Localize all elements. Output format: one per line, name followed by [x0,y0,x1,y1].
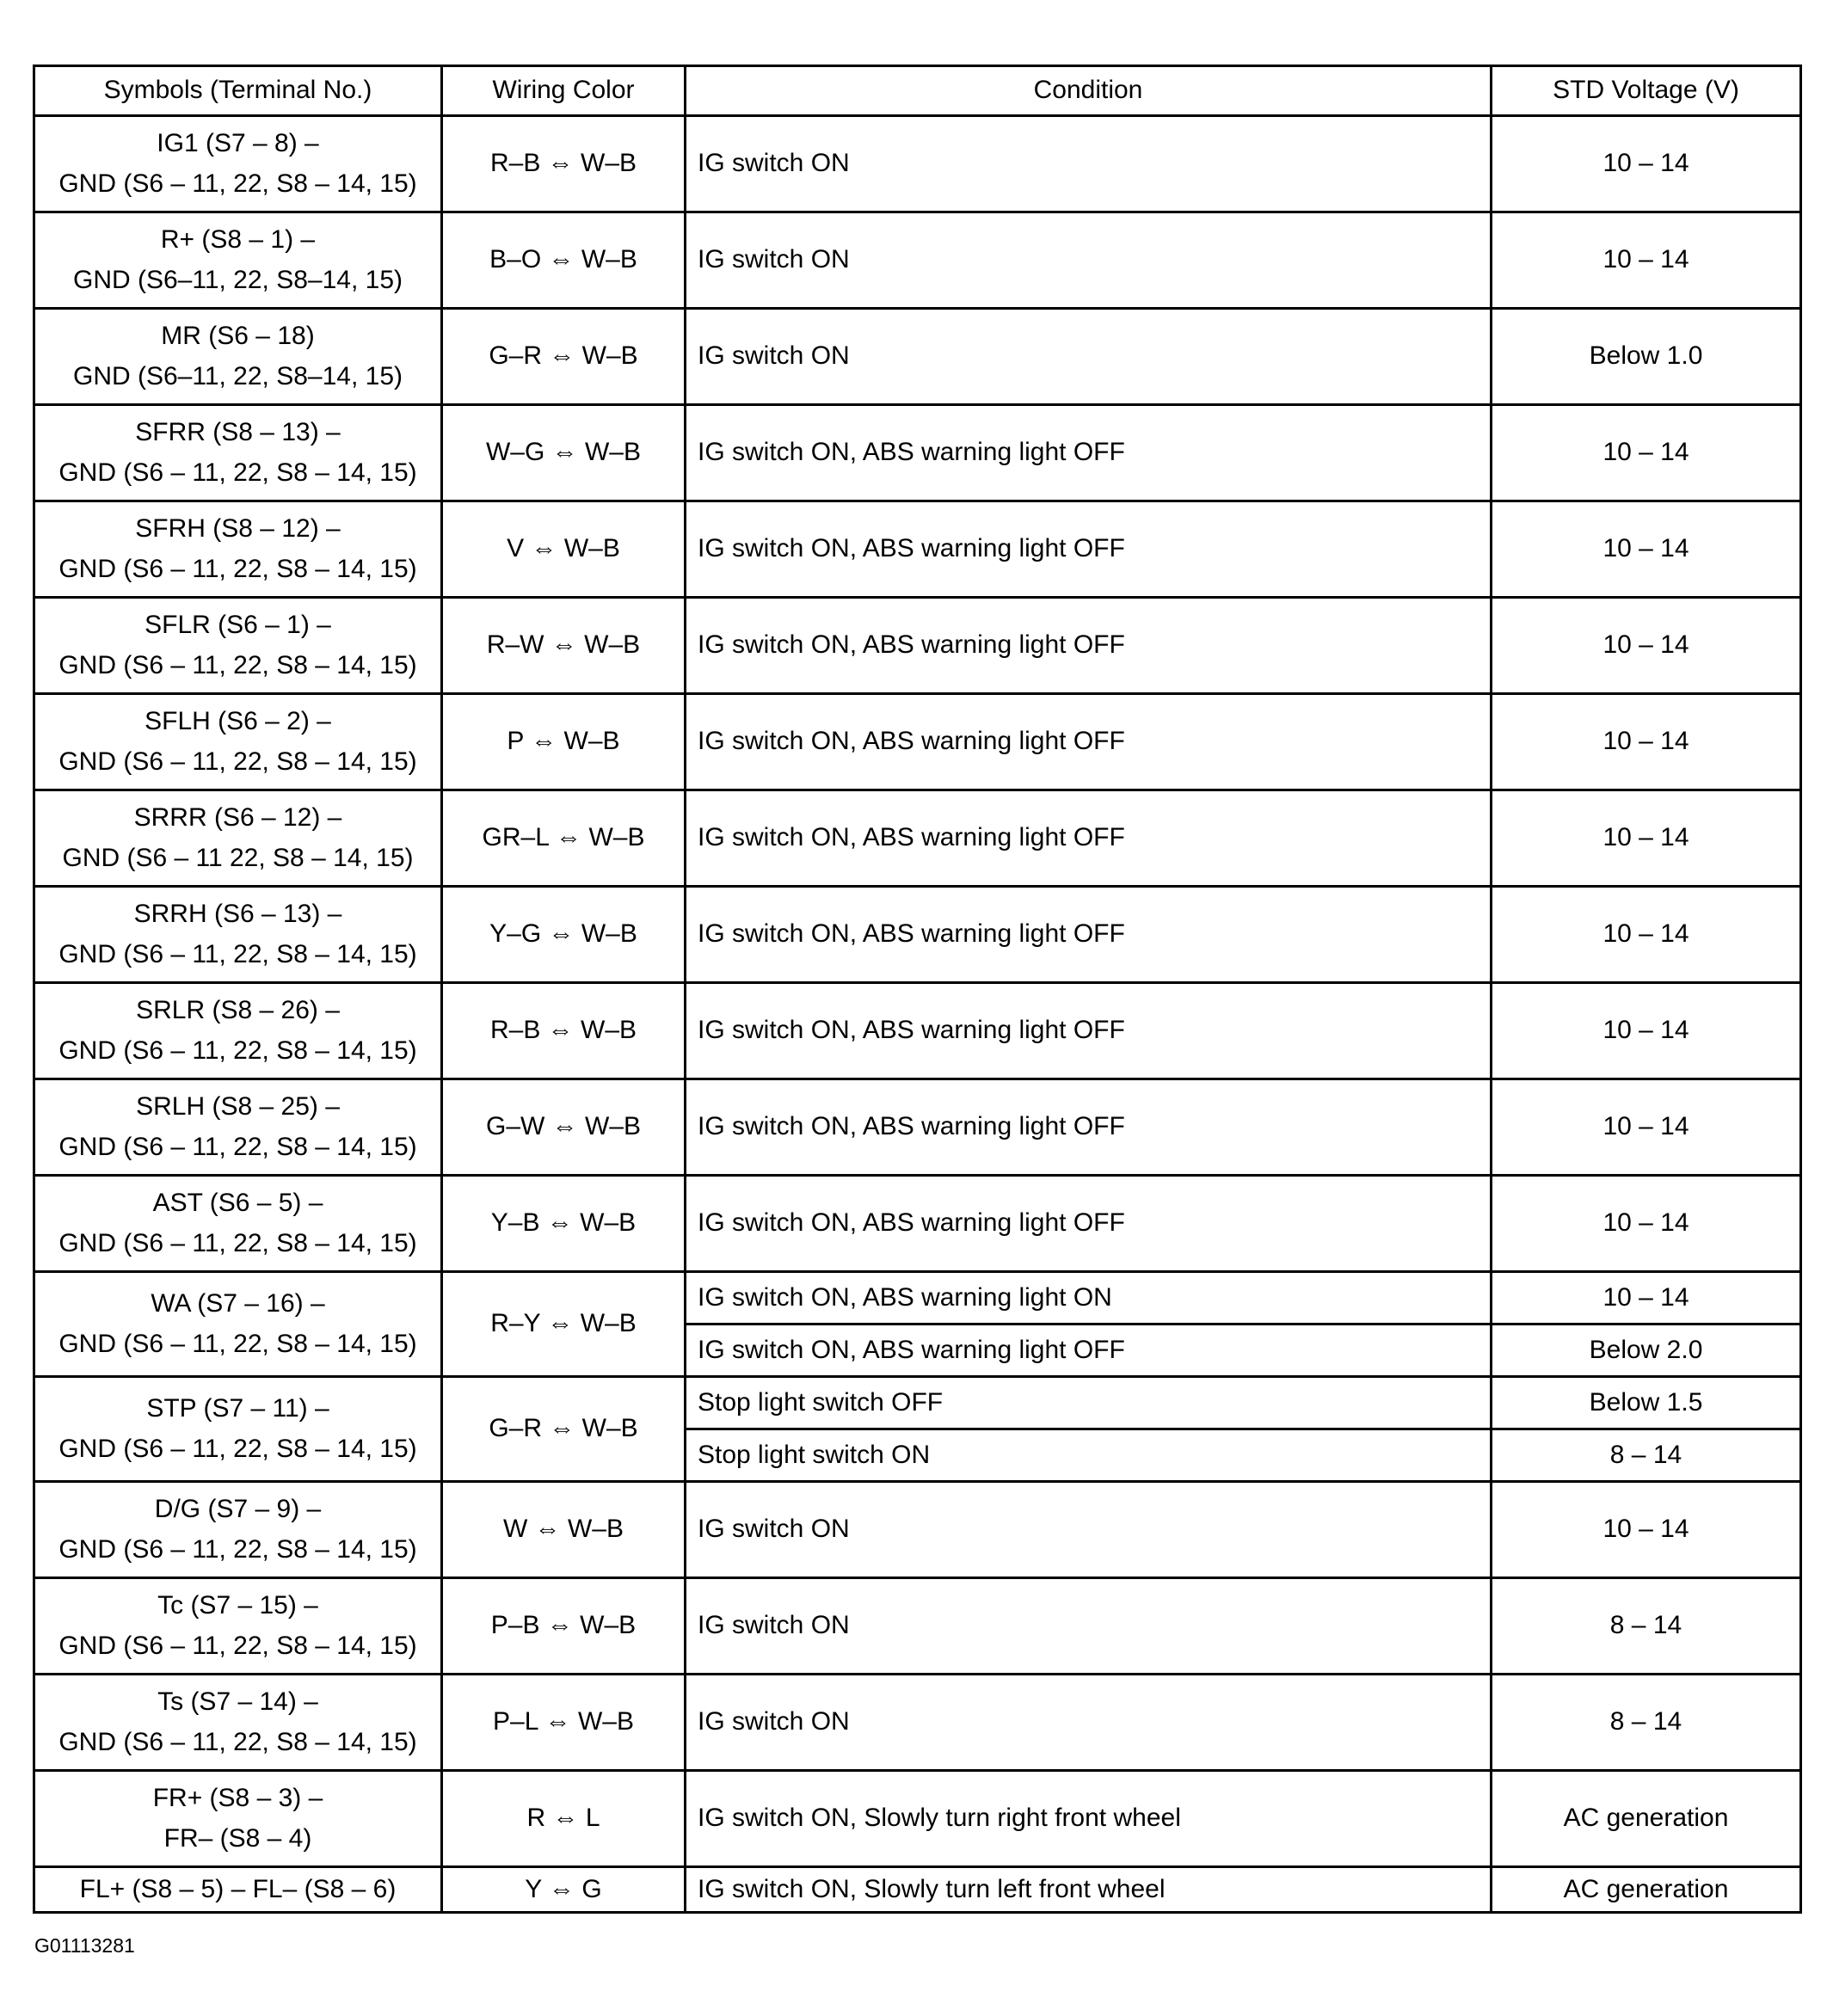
std-voltage-cell: 10 – 14 [1492,1176,1801,1272]
condition-cell: IG switch ON [686,309,1492,405]
voltage-spec-table [33,65,1802,1914]
std-voltage-cell: 10 – 14 [1492,694,1801,790]
condition-cell: IG switch ON, ABS warning light OFF [686,790,1492,887]
std-voltage-cell: 8 – 14 [1492,1429,1801,1482]
condition-cell: IG switch ON, ABS warning light OFF [686,887,1492,983]
symbol-line: GND (S6 – 11, 22, S8 – 14, 15) [58,1132,417,1161]
symbol-line: GND (S6–11, 22, S8–14, 15) [73,265,403,294]
condition-cell: IG switch ON [686,212,1492,309]
symbol-line: SFLR (S6 – 1) – [145,611,331,639]
table-row [34,1079,1801,1176]
symbol-line: SRLR (S8 – 26) – [136,996,340,1024]
condition-cell: IG switch ON, ABS warning light OFF [686,501,1492,598]
condition-cell: IG switch ON, ABS warning light ON [686,1272,1492,1325]
symbol-line: GND (S6 – 11, 22, S8 – 14, 15) [58,1434,417,1463]
symbol-line: GND (S6 – 11, 22, S8 – 14, 15) [58,939,417,968]
symbol-cell [34,1771,442,1867]
wiring-color-cell: Y ⇔ G [442,1867,686,1913]
wiring-color-cell: R–B ⇔ W–B [442,116,686,212]
wiring-color-cell: P–B ⇔ W–B [442,1578,686,1675]
symbol-line: FL+ (S8 – 5) – FL– (S8 – 6) [79,1874,397,1903]
symbol-cell [34,1176,442,1272]
symbol-line: GND (S6 – 11, 22, S8 – 14, 15) [58,169,417,198]
header-std-voltage: STD Voltage (V) [1492,66,1801,116]
condition-cell: IG switch ON [686,116,1492,212]
condition-cell: IG switch ON, ABS warning light OFF [686,694,1492,790]
symbol-line: Tc (S7 – 15) – [157,1591,318,1620]
symbol-line: WA (S7 – 16) – [151,1289,325,1318]
condition-cell: Stop light switch OFF [686,1377,1492,1429]
table-row [34,1482,1801,1578]
table-row [34,598,1801,694]
wiring-color-cell: B–O ⇔ W–B [442,212,686,309]
condition-cell: IG switch ON, ABS warning light OFF [686,983,1492,1079]
wiring-color-cell: G–W ⇔ W–B [442,1079,686,1176]
table-row [34,1176,1801,1272]
condition-cell: IG switch ON, ABS warning light OFF [686,1176,1492,1272]
symbol-line: AST (S6 – 5) – [152,1189,323,1217]
table-row [34,790,1801,887]
symbol-cell [34,1675,442,1771]
table-row [34,501,1801,598]
header-row [34,66,1801,116]
std-voltage-cell: Below 1.5 [1492,1377,1801,1429]
symbol-cell [34,1079,442,1176]
symbol-line: GND (S6 – 11, 22, S8 – 14, 15) [58,1534,417,1564]
wiring-color-cell: W ⇔ W–B [442,1482,686,1578]
symbol-cell [34,309,442,405]
symbol-line: GND (S6 – 11, 22, S8 – 14, 15) [58,1631,417,1660]
header-condition: Condition [686,66,1492,116]
figure-code: G01113281 [34,1934,135,1957]
std-voltage-cell: AC generation [1492,1867,1801,1913]
symbol-line: SFRH (S8 – 12) – [135,514,341,543]
std-voltage-cell: AC generation [1492,1771,1801,1867]
std-voltage-cell: 10 – 14 [1492,212,1801,309]
table-row [34,694,1801,790]
symbol-line: GND (S6 – 11, 22, S8 – 14, 15) [58,1036,417,1065]
std-voltage-cell: 10 – 14 [1492,501,1801,598]
symbol-cell [34,598,442,694]
wiring-color-cell: W–G ⇔ W–B [442,405,686,501]
std-voltage-cell: 10 – 14 [1492,983,1801,1079]
condition-cell: IG switch ON, ABS warning light OFF [686,598,1492,694]
symbol-line: Ts (S7 – 14) – [157,1687,318,1716]
symbol-line: GND (S6 – 11, 22, S8 – 14, 15) [58,554,417,583]
symbol-cell [34,501,442,598]
symbol-line: GND (S6 – 11, 22, S8 – 14, 15) [58,458,417,487]
symbol-line: IG1 (S7 – 8) – [157,129,319,157]
symbol-cell [34,1578,442,1675]
symbol-line: FR– (S8 – 4) [163,1823,312,1853]
wiring-color-cell: P–L ⇔ W–B [442,1675,686,1771]
std-voltage-cell: 10 – 14 [1492,116,1801,212]
symbol-cell [34,116,442,212]
symbol-line: STP (S7 – 11) – [146,1394,329,1423]
table-body [34,116,1801,1913]
std-voltage-cell: Below 1.0 [1492,309,1801,405]
symbol-line: GND (S6 – 11, 22, S8 – 14, 15) [58,1727,417,1756]
symbol-line: GND (S6–11, 22, S8–14, 15) [73,361,403,390]
std-voltage-cell: 8 – 14 [1492,1675,1801,1771]
condition-cell: Stop light switch ON [686,1429,1492,1482]
condition-cell: IG switch ON, Slowly turn left front wheel [686,1867,1492,1913]
std-voltage-cell: 10 – 14 [1492,887,1801,983]
table-row [34,1377,1801,1429]
wiring-color-cell: R–W ⇔ W–B [442,598,686,694]
symbol-line: GND (S6 – 11, 22, S8 – 14, 15) [58,1329,417,1358]
std-voltage-cell: Below 2.0 [1492,1325,1801,1377]
table-row [34,983,1801,1079]
wiring-color-cell: Y–G ⇔ W–B [442,887,686,983]
condition-cell: IG switch ON, ABS warning light OFF [686,405,1492,501]
symbol-line: GND (S6 – 11, 22, S8 – 14, 15) [58,1228,417,1257]
table-row [34,887,1801,983]
symbol-cell [34,983,442,1079]
symbol-line: SFRR (S8 – 13) – [135,418,341,446]
symbol-cell [34,1867,442,1913]
symbol-cell [34,694,442,790]
wiring-color-cell: P ⇔ W–B [442,694,686,790]
std-voltage-cell: 10 – 14 [1492,598,1801,694]
condition-cell: IG switch ON, ABS warning light OFF [686,1325,1492,1377]
symbol-cell [34,1377,442,1482]
symbol-line: GND (S6 – 11, 22, S8 – 14, 15) [58,650,417,679]
condition-cell: IG switch ON [686,1675,1492,1771]
symbol-line: SFLH (S6 – 2) – [145,707,331,735]
symbol-cell [34,790,442,887]
table-row [34,1867,1801,1913]
symbol-line: MR (S6 – 18) [161,322,315,350]
wiring-color-cell: G–R ⇔ W–B [442,1377,686,1482]
std-voltage-cell: 10 – 14 [1492,1272,1801,1325]
wiring-color-cell: G–R ⇔ W–B [442,309,686,405]
table-row [34,212,1801,309]
table-row [34,1578,1801,1675]
symbol-line: GND (S6 – 11, 22, S8 – 14, 15) [58,747,417,776]
std-voltage-cell: 10 – 14 [1492,405,1801,501]
symbol-cell [34,1482,442,1578]
symbol-line: SRRR (S6 – 12) – [133,803,342,832]
wiring-color-cell: Y–B ⇔ W–B [442,1176,686,1272]
wiring-color-cell: R–Y ⇔ W–B [442,1272,686,1377]
symbol-line: FR+ (S8 – 3) – [152,1784,323,1812]
condition-cell: IG switch ON, Slowly turn right front wheel [686,1771,1492,1867]
wiring-color-cell: GR–L ⇔ W–B [442,790,686,887]
table-row [34,1675,1801,1771]
wiring-color-cell: R–B ⇔ W–B [442,983,686,1079]
symbol-cell [34,887,442,983]
table-row [34,1771,1801,1867]
table-row [34,1272,1801,1325]
std-voltage-cell: 8 – 14 [1492,1578,1801,1675]
table-row [34,116,1801,212]
symbol-line: R+ (S8 – 1) – [160,225,316,254]
condition-cell: IG switch ON, ABS warning light OFF [686,1079,1492,1176]
wiring-color-cell: V ⇔ W–B [442,501,686,598]
table-row [34,309,1801,405]
std-voltage-cell: 10 – 14 [1492,1079,1801,1176]
symbol-cell [34,212,442,309]
symbol-line: D/G (S7 – 9) – [154,1495,322,1523]
header-symbols: Symbols (Terminal No.) [34,66,442,116]
condition-cell: IG switch ON [686,1578,1492,1675]
condition-cell: IG switch ON [686,1482,1492,1578]
std-voltage-cell: 10 – 14 [1492,790,1801,887]
symbol-cell [34,405,442,501]
symbol-cell [34,1272,442,1377]
symbol-line: GND (S6 – 11 22, S8 – 14, 15) [62,843,414,872]
header-wiring-color: Wiring Color [442,66,686,116]
wiring-color-cell: R ⇔ L [442,1771,686,1867]
std-voltage-cell: 10 – 14 [1492,1482,1801,1578]
symbol-line: SRLH (S8 – 25) – [136,1092,340,1121]
symbol-line: SRRH (S6 – 13) – [133,900,342,928]
table-row [34,405,1801,501]
